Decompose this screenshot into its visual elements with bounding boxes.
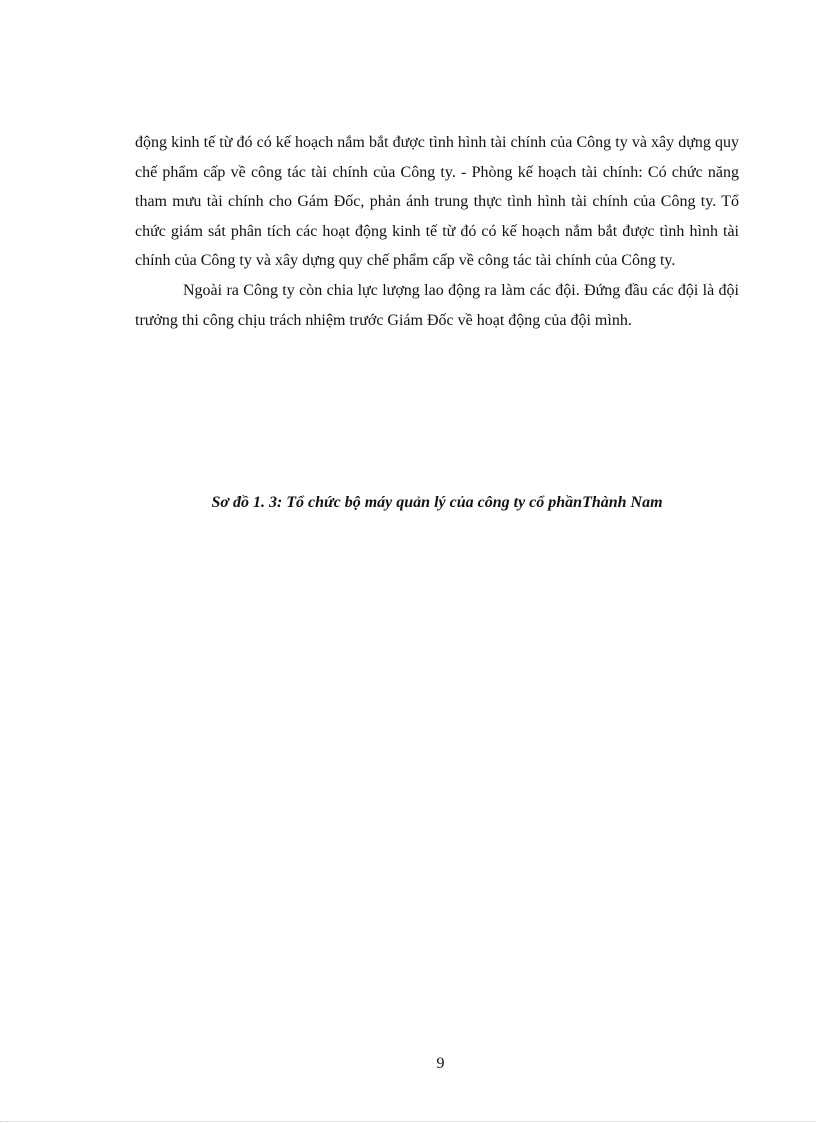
paragraph-teams: Ngoài ra Công ty còn chia lực lượng lao động ra làm các đội. Đứng đầu các đội là đội trưởng thi công chịu trách nhiệm trước Giám Đốc về hoạt động của đội mình.: [135, 281, 739, 329]
paragraph-departments: động kinh tế từ đó có kế hoạch nắm bắt được tình hình tài chính của Công ty và xây dựng quy chế phẩm cấp về công tác tài chính của Công ty. - Phòng kế hoạch tài chính: Có chức năng tham mưu tài chính cho Gám Đốc, phản ánh trung thực tình hình tài chính của Công ty. Tổ chức giám sát phân tích các hoạt động kinh tế từ đó có kế hoạch nắm bắt được tình hình tài chính của Công ty và xây dựng quy chế phẩm cấp về công tác tài chính của Công ty.: [135, 134, 739, 270]
page-bottom-divider: [0, 1121, 816, 1122]
body-text: [135, 128, 739, 335]
page-number: 9: [436, 1055, 445, 1072]
diagram-caption: Sơ đồ 1. 3: Tổ chức bộ máy quản lý của công ty cổ phầnThành Nam: [211, 494, 663, 511]
